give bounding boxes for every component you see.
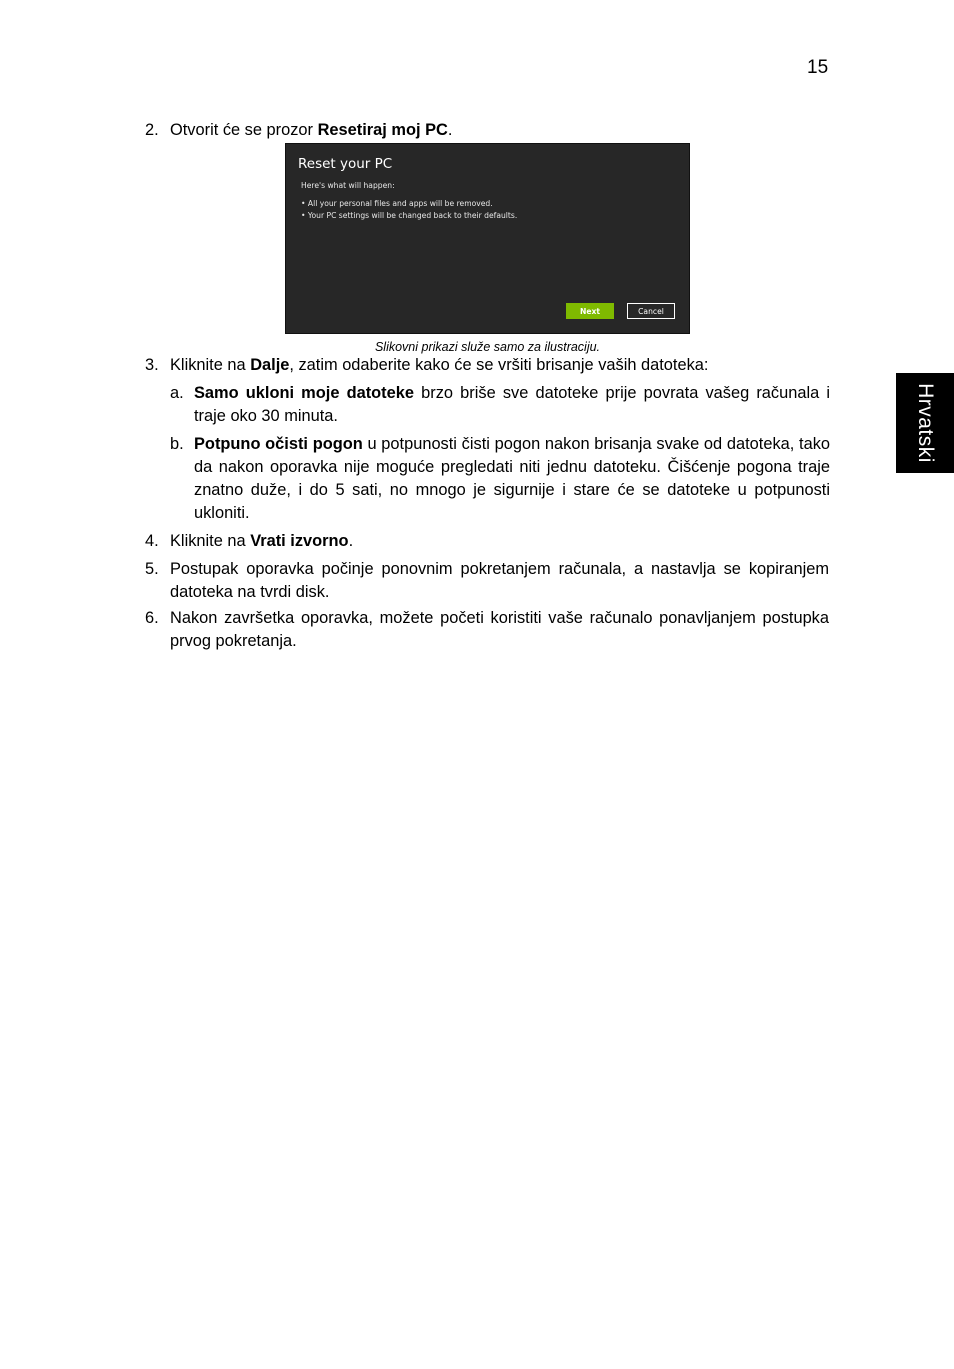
- step-3-text: [170, 354, 708, 377]
- dialog-bullet-files: • All your personal files and apps will be removed.: [301, 199, 493, 208]
- page-number: 15: [807, 57, 829, 78]
- step-3-number: 3.: [145, 356, 159, 374]
- dialog-subtitle: Here's what will happen:: [301, 181, 395, 190]
- step-4-text: [170, 530, 353, 553]
- step-3b-letter: b.: [170, 435, 184, 453]
- step-4-number: 4.: [145, 532, 159, 550]
- step-3b-text: [194, 433, 830, 525]
- step-3a-bold: Samo ukloni moje datoteke: [194, 384, 414, 402]
- step-2-bold: Resetiraj moj PC: [317, 121, 448, 139]
- step-4-post: .: [348, 532, 354, 550]
- dialog-bullet-settings: • Your PC settings will be changed back to their defaults.: [301, 211, 518, 220]
- step-2-pre: Otvorit će se prozor: [170, 121, 318, 139]
- step-3b-rest: u potpunosti čisti pogon nakon brisanja svake od datoteka, tako da nakon oporavka nije moguće pregledati niti jednu datoteku. Čišćenje pogona traje znatno duže, i do 5 sati, no mnogo je sigurnije i stare će se datoteke u potpunosti ukloniti.: [194, 435, 831, 522]
- dialog-title: Reset your PC: [298, 156, 393, 172]
- language-tab: [896, 373, 954, 473]
- step-2-number: 2.: [145, 121, 159, 139]
- step-3a-text: [194, 382, 830, 428]
- step-2-text: [170, 119, 452, 142]
- language-tab-label: Hrvatski: [914, 383, 937, 463]
- step-4-bold: Vrati izvorno: [250, 532, 349, 550]
- step-3b-bold: Potpuno očisti pogon: [194, 435, 363, 453]
- reset-pc-screenshot: [285, 143, 690, 334]
- step-6-text: Nakon završetka oporavka, možete početi koristiti vaše računalo ponavljanjem postupka prvog pokretanja.: [170, 609, 829, 650]
- next-button[interactable]: Next: [566, 303, 614, 319]
- step-4-pre: Kliknite na: [170, 532, 251, 550]
- step-3a-rest: brzo briše sve datoteke prije povrata vašeg računala i traje oko 30 minuta.: [194, 384, 830, 425]
- step-3a-letter: a.: [170, 384, 184, 402]
- cancel-button[interactable]: Cancel: [627, 303, 675, 319]
- step-3-post: , zatim odaberite kako će se vršiti brisanje vaših datoteka:: [289, 356, 709, 374]
- step-3-bold: Dalje: [250, 356, 290, 374]
- step-6-number: 6.: [145, 609, 159, 627]
- step-2-post: .: [447, 121, 453, 139]
- step-5-text: Postupak oporavka počinje ponovnim pokretanjem računala, a nastavlja se kopiranjem datoteka na tvrdi disk.: [170, 560, 829, 601]
- figure-caption: Slikovni prikazi služe samo za ilustraciju.: [374, 340, 601, 354]
- step-5-number: 5.: [145, 560, 159, 578]
- step-3-pre: Kliknite na: [170, 356, 251, 374]
